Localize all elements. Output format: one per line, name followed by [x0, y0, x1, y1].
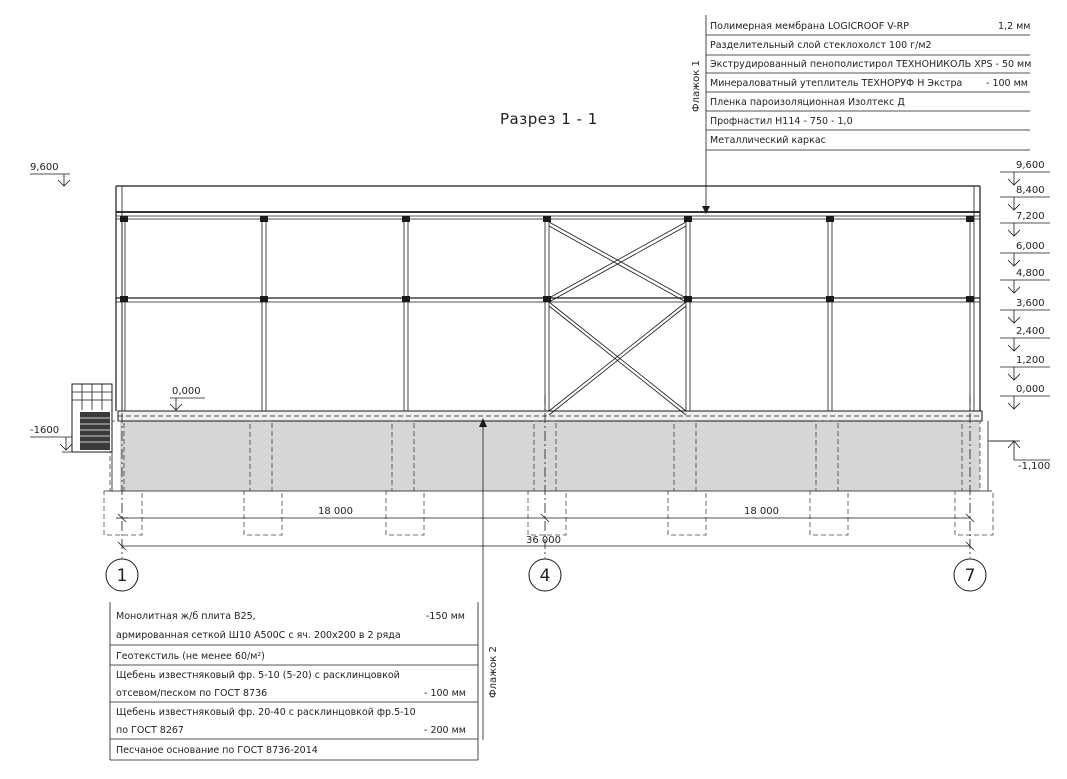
- flag1-layer-4: Минераловатный утеплитель ТЕХНОРУФ Н Экстра: [710, 78, 963, 89]
- foundation: [104, 411, 1015, 535]
- axis-marker-4: [529, 559, 561, 591]
- svg-text:0,000: 0,000: [1016, 384, 1045, 395]
- svg-text:4,800: 4,800: [1016, 268, 1045, 279]
- flag2-layer-4-line1: Щебень известняковый фр. 20-40 с расклинцовкой фр.5-10: [116, 707, 416, 718]
- dim-total: 36 000: [526, 535, 561, 546]
- elev-right-3: [1000, 211, 1050, 236]
- flag2-layer-1-line1: Монолитная ж/б плита В25,: [116, 611, 256, 622]
- svg-text:6,000: 6,000: [1016, 241, 1045, 252]
- column-heads: [120, 216, 974, 302]
- flag1-layer-2: Разделительный слой стеклохолст 100 г/м2: [710, 40, 932, 51]
- flag2-layer-4-value: - 200 мм: [424, 725, 466, 736]
- elev-right-4: [1000, 241, 1050, 266]
- flag2-layer-5: Песчаное основание по ГОСТ 8736-2014: [116, 745, 318, 756]
- flag2-label: Флажок 2: [488, 646, 499, 698]
- flag2-layer-3-line1: Щебень известняковый фр. 5-10 (5-20) с расклинцовкой: [116, 670, 400, 681]
- right-elevation-marks: [990, 160, 1050, 472]
- section-title: Разрез 1 - 1: [500, 110, 598, 128]
- flag2-layer-3-line2: отсевом/песком по ГОСТ 8736: [116, 688, 268, 699]
- elev-right-7: [1000, 326, 1050, 351]
- svg-text:2,400: 2,400: [1016, 326, 1045, 337]
- svg-text:4: 4: [539, 566, 551, 586]
- flag2-layer-1-value: -150 мм: [426, 611, 465, 622]
- svg-text:8,400: 8,400: [1016, 185, 1045, 196]
- elev-right-6: [1000, 298, 1050, 323]
- dim-left-span: 18 000: [318, 506, 353, 517]
- elev-right-9: [1000, 384, 1050, 409]
- flag2-layer-1-line2: армированная сеткой Ш10 А500С с яч. 200х200 в 2 ряда: [116, 630, 401, 641]
- elev-right-8: [1000, 355, 1050, 380]
- flag2-layer-3-value: - 100 мм: [424, 688, 466, 699]
- flag1-label: Флажок 1: [691, 60, 702, 112]
- flag1-layer-7: Металлический каркас: [710, 135, 826, 146]
- columns: [122, 219, 970, 411]
- flag1-layer-6: Профнастил Н114 - 750 - 1,0: [710, 116, 853, 127]
- elev-right-bottom: [990, 441, 1050, 472]
- flag1-table: [691, 15, 1031, 214]
- flag1-layer-3: Экструдированный пенополистирол ТЕХНОНИКОЛЬ XPS - 50 мм: [710, 59, 1032, 70]
- svg-text:1,200: 1,200: [1016, 355, 1045, 366]
- svg-text:3,600: 3,600: [1016, 298, 1045, 309]
- flag2-layer-2: Геотекстиль (не менее 60/м²): [116, 651, 265, 662]
- elev-left-top: 9,600: [30, 162, 59, 173]
- flag1-layer-4-value: - 100 мм: [986, 78, 1028, 89]
- axis-marker-1: [106, 559, 138, 591]
- svg-text:1: 1: [116, 566, 128, 586]
- elev-left-ground: -1600: [30, 425, 60, 436]
- flag1-layer-1: Полимерная мембрана LOGICROOF V-RP: [710, 21, 909, 32]
- elev-right-5: [1000, 268, 1050, 293]
- external-unit: [72, 384, 112, 452]
- elev-right-1: [1000, 160, 1050, 185]
- svg-text:7: 7: [964, 566, 976, 586]
- elev-left-zero: 0,000: [172, 386, 201, 397]
- dim-right-span: 18 000: [744, 506, 779, 517]
- elev-right-2: [1000, 185, 1050, 210]
- flag2-table: [110, 602, 499, 760]
- svg-text:-1,100: -1,100: [1018, 461, 1051, 472]
- left-elevation-marks: [30, 162, 205, 452]
- svg-text:9,600: 9,600: [1016, 160, 1045, 171]
- flag1-layer-1-value: 1,2 мм: [998, 21, 1031, 32]
- flag1-layer-5: Пленка пароизоляционная Изолтекс Д: [710, 97, 905, 108]
- cross-bracing: [549, 222, 686, 415]
- flag2-layer-4-line2: по ГОСТ 8267: [116, 725, 184, 736]
- axis-marker-7: [954, 559, 986, 591]
- svg-text:7,200: 7,200: [1016, 211, 1045, 222]
